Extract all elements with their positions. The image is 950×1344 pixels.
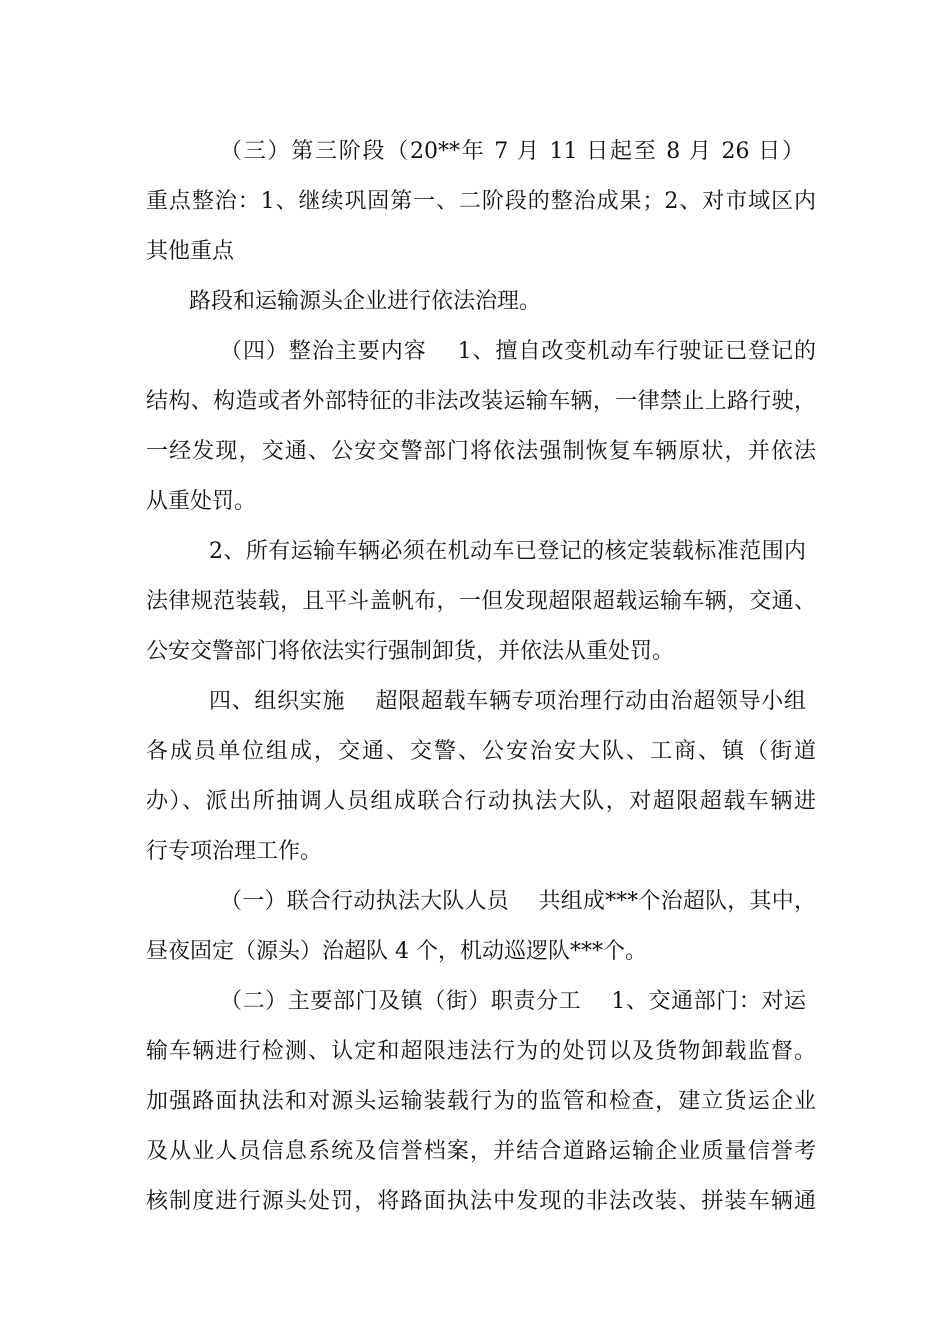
line-08: 从重处罚。 <box>146 489 257 514</box>
line-09: 2、所有运输车辆必须在机动车已登记的核定装载标准范围内 <box>209 539 806 564</box>
line-02: 重点整治：1、继续巩固第一、二阶段的整治成果；2、对市域区内 <box>146 189 816 214</box>
line-10: 法律规范装载，且平斗盖帆布，一但发现超限超载运输车辆，交通、 <box>146 589 816 614</box>
line-11: 公安交警部门将依法实行强制卸货，并依法从重处罚。 <box>146 639 675 664</box>
line-21: 及从业人员信息系统及信誉档案，并结合道路运输企业质量信誉考 <box>146 1139 816 1164</box>
line-06: 结构、构造或者外部特征的非法改装运输车辆，一律禁止上路行驶， <box>146 389 816 414</box>
line-14: 办）、派出所抽调人员组成联合行动执法大队，对超限超载车辆进 <box>146 789 816 814</box>
line-22: 核制度进行源头处罚，将路面执法中发现的非法改装、拼装车辆通 <box>146 1189 816 1214</box>
line-20: 加强路面执法和对源头运输装载行为的监管和检查，建立货运企业 <box>146 1089 816 1114</box>
line-12: 四、组织实施 超限超载车辆专项治理行动由治超领导小组 <box>209 689 806 714</box>
line-03: 其他重点 <box>146 239 235 264</box>
line-16: （一）联合行动执法大队人员 共组成***个治超队，其中， <box>220 889 816 914</box>
line-19: 输车辆进行检测、认定和超限违法行为的处罚以及货物卸载监督。 <box>146 1039 816 1064</box>
line-07: 一经发现，交通、公安交警部门将依法强制恢复车辆原状，并依法 <box>146 439 816 464</box>
line-15: 行专项治理工作。 <box>146 839 323 864</box>
line-18: （二）主要部门及镇（街）职责分工 1、交通部门：对运 <box>220 989 806 1014</box>
line-05: （四）整治主要内容 1、擅自改变机动车行驶证已登记的 <box>220 339 816 364</box>
line-01: （三）第三阶段（20**年 7 月 11 日起至 8 月 26 日） <box>220 139 804 164</box>
line-04: 路段和运输源头企业进行依法治理。 <box>189 289 542 314</box>
line-17: 昼夜固定（源头）治超队 4 个，机动巡逻队***个。 <box>146 939 647 964</box>
line-13: 各成员单位组成，交通、交警、公安治安大队、工商、镇（街道 <box>146 739 816 764</box>
